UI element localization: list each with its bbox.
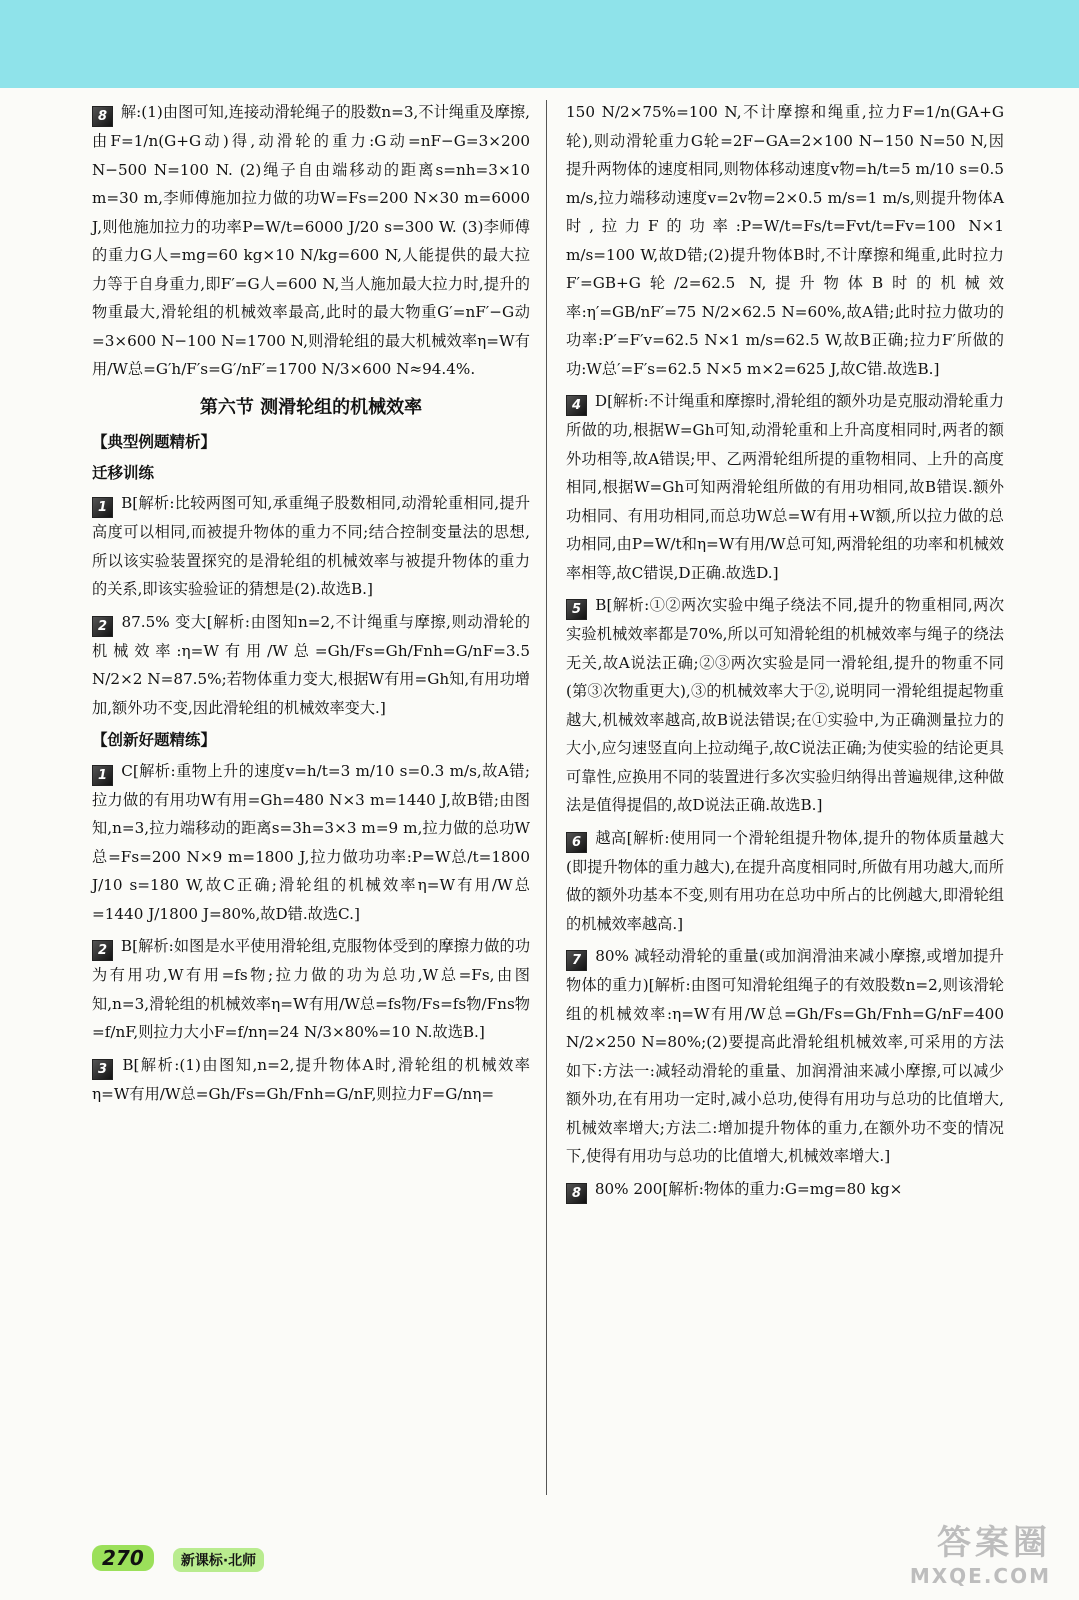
answer-item (566, 387, 1004, 587)
section-title: 第六节 测滑轮组的机械效率 (199, 396, 423, 418)
series-label: 新课标·北师 (173, 1548, 264, 1572)
top-color-band (0, 0, 1079, 88)
answer-text: 解:(1)由图可知,连接动滑轮绳子的股数n=3,不计绳重及摩擦,由F=1/n(G+G动)得,动滑轮的重力:G动=nF−G=3×200 N−500 N=100 N. (2)绳子自由端移动的距离s=nh=3×10 m=30 m,李师傅施加拉力做的功W=Fs=200 N×30 m=6000 J,则他施加拉力的功率P=W/t=6000 J/20 s=300 W. (3)李师傅的重力G人=mg=60 kg×10 N/kg=600 N,人能提供的最大拉力等于自身重力,即F′=G人=600 N,当人施加最大拉力时,提升的物重最大,滑轮组的机械效率最高,此时的最大物重G′=nF′−G动=3×600 N−100 N=1700 N,则滑轮组的最大机械效率η=W有用/W总=G′h/F′s=G′/nF′=1700 N/3×600 N≈94.4%. (92, 103, 530, 378)
question-number-badge: 2 (92, 940, 113, 961)
answer-item (566, 1175, 1004, 1204)
answer-text: D[解析:不计绳重和摩擦时,滑轮组的额外功是克服动滑轮重力所做的功,根据W=Gh可知,动滑轮重和上升高度相同时,两者的额外功相等,故A错误;甲、乙两滑轮组所提的重物相同、上升的高度相同,根据W=Gh可知两滑轮组所做的有用功相同,故B错误.额外功相同、有用功相同,而总功W总=W有用+W额,所以拉力做的总功相同,由P=W/t和η=W有用/W总可知,两滑轮组的功率和机械效率相等,故C错误,D正确.故选D.] (566, 392, 1005, 582)
page-footer (92, 1545, 264, 1572)
answer-item (566, 824, 1004, 939)
answer-item-3-continued (566, 98, 1004, 383)
column-divider (546, 100, 547, 1495)
answer-text: 150 N/2×75%=100 N,不计摩擦和绳重,拉力F=1/n(GA+G轮),则动滑轮重力G轮=2F−GA=2×100 N−150 N=50 N,因提升两物体的速度相同,则物体移动速度v物=h/t=5 m/10 s=0.5 m/s,拉力端移动速度v=2v物=2×0.5 m/s=1 m/s,则提升物体A时,拉力F的功率:P=W/t=Fs/t=Fvt/t=Fv=100 N×1 m/s=100 W,故D错;(2)提升物体B时,不计摩擦和绳重,此时拉力F′=GB+G轮/2=62.5 N,提升物体B时的机械效率:η′=GB/nF′=75 N/2×62.5 N=60%,故A错;此时拉力做功的功率:P′=F′v=62.5 N×1 m/s=62.5 W,故B正确;拉力F′所做的功:W总′=F′s=62.5 N×5 m×2=625 J,故C错.故选B.] (566, 103, 1004, 378)
question-number-badge: 8 (566, 1183, 587, 1204)
answer-text: 87.5% 变大[解析:由图知n=2,不计绳重与摩擦,则动滑轮的机械效率:η=W有用/W总=Gh/Fs=Gh/Fnh=G/nF=3.5 N/2×2 N=87.5%;若物体重力变大,根据W有用=Gh知,有用功增加,额外功不变,因此滑轮组的机械效率变大.] (92, 612, 531, 717)
answer-item (92, 489, 530, 604)
watermark-url: MXQE.COM (909, 1564, 1051, 1588)
answer-item (92, 932, 530, 1047)
right-column (566, 98, 1004, 1208)
answer-text: 越高[解析:使用同一个滑轮组提升物体,提升的物体质量越大(即提升物体的重力越大),在提升高度相同时,所做有用功越大,而所做的额外功基本不变,则有用功在总功中所占的比例越大,即滑轮组的机械效率越高.] (566, 828, 1005, 933)
answer-text: B[解析:比较两图可知,承重绳子股数相同,动滑轮重相同,提升高度可以相同,而被提升物体的重力不同;结合控制变量法的思想,所以该实验装置探究的是滑轮组的机械效率与被提升物体的重力的关系,即该实验验证的猜想是(2).故选B.] (92, 494, 531, 598)
answer-item (92, 608, 530, 723)
answer-text: B[解析:①②两次实验中绳子绕法不同,提升的物重相同,两次实验机械效率都是70%,所以可知滑轮组的机械效率与绳子的绕法无关,故A说法正确;②③两次实验是同一滑轮组,提升的物重不同(第③次物重更大),③的机械效率大于②,说明同一滑轮组提起物重越大,机械效率越高,故B说法错误;在①实验中,为正确测量拉力的大小,应匀速竖直向上拉动绳子,故C说法正确;为使实验的结论更具可靠性,应换用不同的装置进行多次实验归纳得出普遍规律,这种做法是值得提倡的,故D说法正确.故选B.] (566, 596, 1005, 814)
question-number-badge: 6 (566, 832, 587, 853)
page-number: 270 (92, 1545, 154, 1571)
answer-item (566, 591, 1004, 820)
left-column (92, 98, 530, 1112)
question-number-badge: 7 (566, 950, 587, 971)
answer-text: B[解析:如图是水平使用滑轮组,克服物体受到的摩擦力做的功为有用功,W有用=fs物;拉力做的功为总功,W总=Fs,由图知,n=3,滑轮组的机械效率η=W有用/W总=fs物/Fs=fs物/Fns物=f/nF,则拉力大小F=f/nη=24 N/3×80%=10 N.故选B.] (92, 937, 531, 1041)
question-number-badge: 3 (92, 1059, 113, 1080)
answer-item (92, 1051, 530, 1109)
question-number-badge: 1 (92, 765, 113, 786)
watermark-text: 答案圈 (937, 1523, 1051, 1563)
question-number-badge: 4 (566, 395, 587, 416)
question-number-badge: 1 (92, 497, 113, 518)
watermark-logo (910, 1515, 1051, 1588)
question-number-badge: 2 (92, 616, 113, 637)
answer-item (92, 757, 530, 929)
question-number-badge: 5 (566, 599, 587, 620)
answer-item (566, 942, 1004, 1171)
answer-text: B[解析:(1)由图知,n=2,提升物体A时,滑轮组的机械效率η=W有用/W总=Gh/Fs=Gh/Fnh=G/nF,则拉力F=G/nη= (92, 1055, 530, 1103)
subhead-transfer-training: 迁移训练 (92, 463, 155, 482)
subhead-innovation-practice: 【创新好题精练】 (92, 731, 217, 749)
question-number-badge: 8 (92, 106, 113, 127)
answer-text: 80% 200[解析:物体的重力:G=mg=80 kg× (594, 1179, 903, 1198)
answer-text: 80% 减轻动滑轮的重量(或加润滑油来减小摩擦,或增加提升物体的重力)[解析:由图可知滑轮组绳子的有效股数n=2,则该滑轮组的机械效率:η=W有用/W总=Gh/Fs=Gh/Fnh=G/nF=400 N/2×250 N=80%;(2)要提高此滑轮组机械效率,可采用的方法如下:方法一:减轻动滑轮的重量、加润滑油来减小摩擦,可以减少额外功,在有用功一定时,减小总功,使得有用功与总功的比值增大,机械效率增大;方法二:增加提升物体的重力,在额外功不变的情况下,使得有用功与总功的比值增大,机械效率增大.] (566, 947, 1004, 1165)
answer-item-8-continued (92, 98, 530, 384)
subhead-typical-examples: 【典型例题精析】 (92, 433, 217, 451)
answer-text: C[解析:重物上升的速度v=h/t=3 m/10 s=0.3 m/s,故A错;拉力做的有用功W有用=Gh=480 N×3 m=1440 J,故B错;由图知,n=3,拉力端移动的距离s=3h=3×3 m=9 m,拉力做的总功W总=Fs=200 N×9 m=1800 J,拉力做功功率:P=W总/t=1800 J/10 s=180 W,故C正确;滑轮组的机械效率η=W有用/W总=1440 J/1800 J=80%,故D错.故选C.] (92, 761, 530, 923)
